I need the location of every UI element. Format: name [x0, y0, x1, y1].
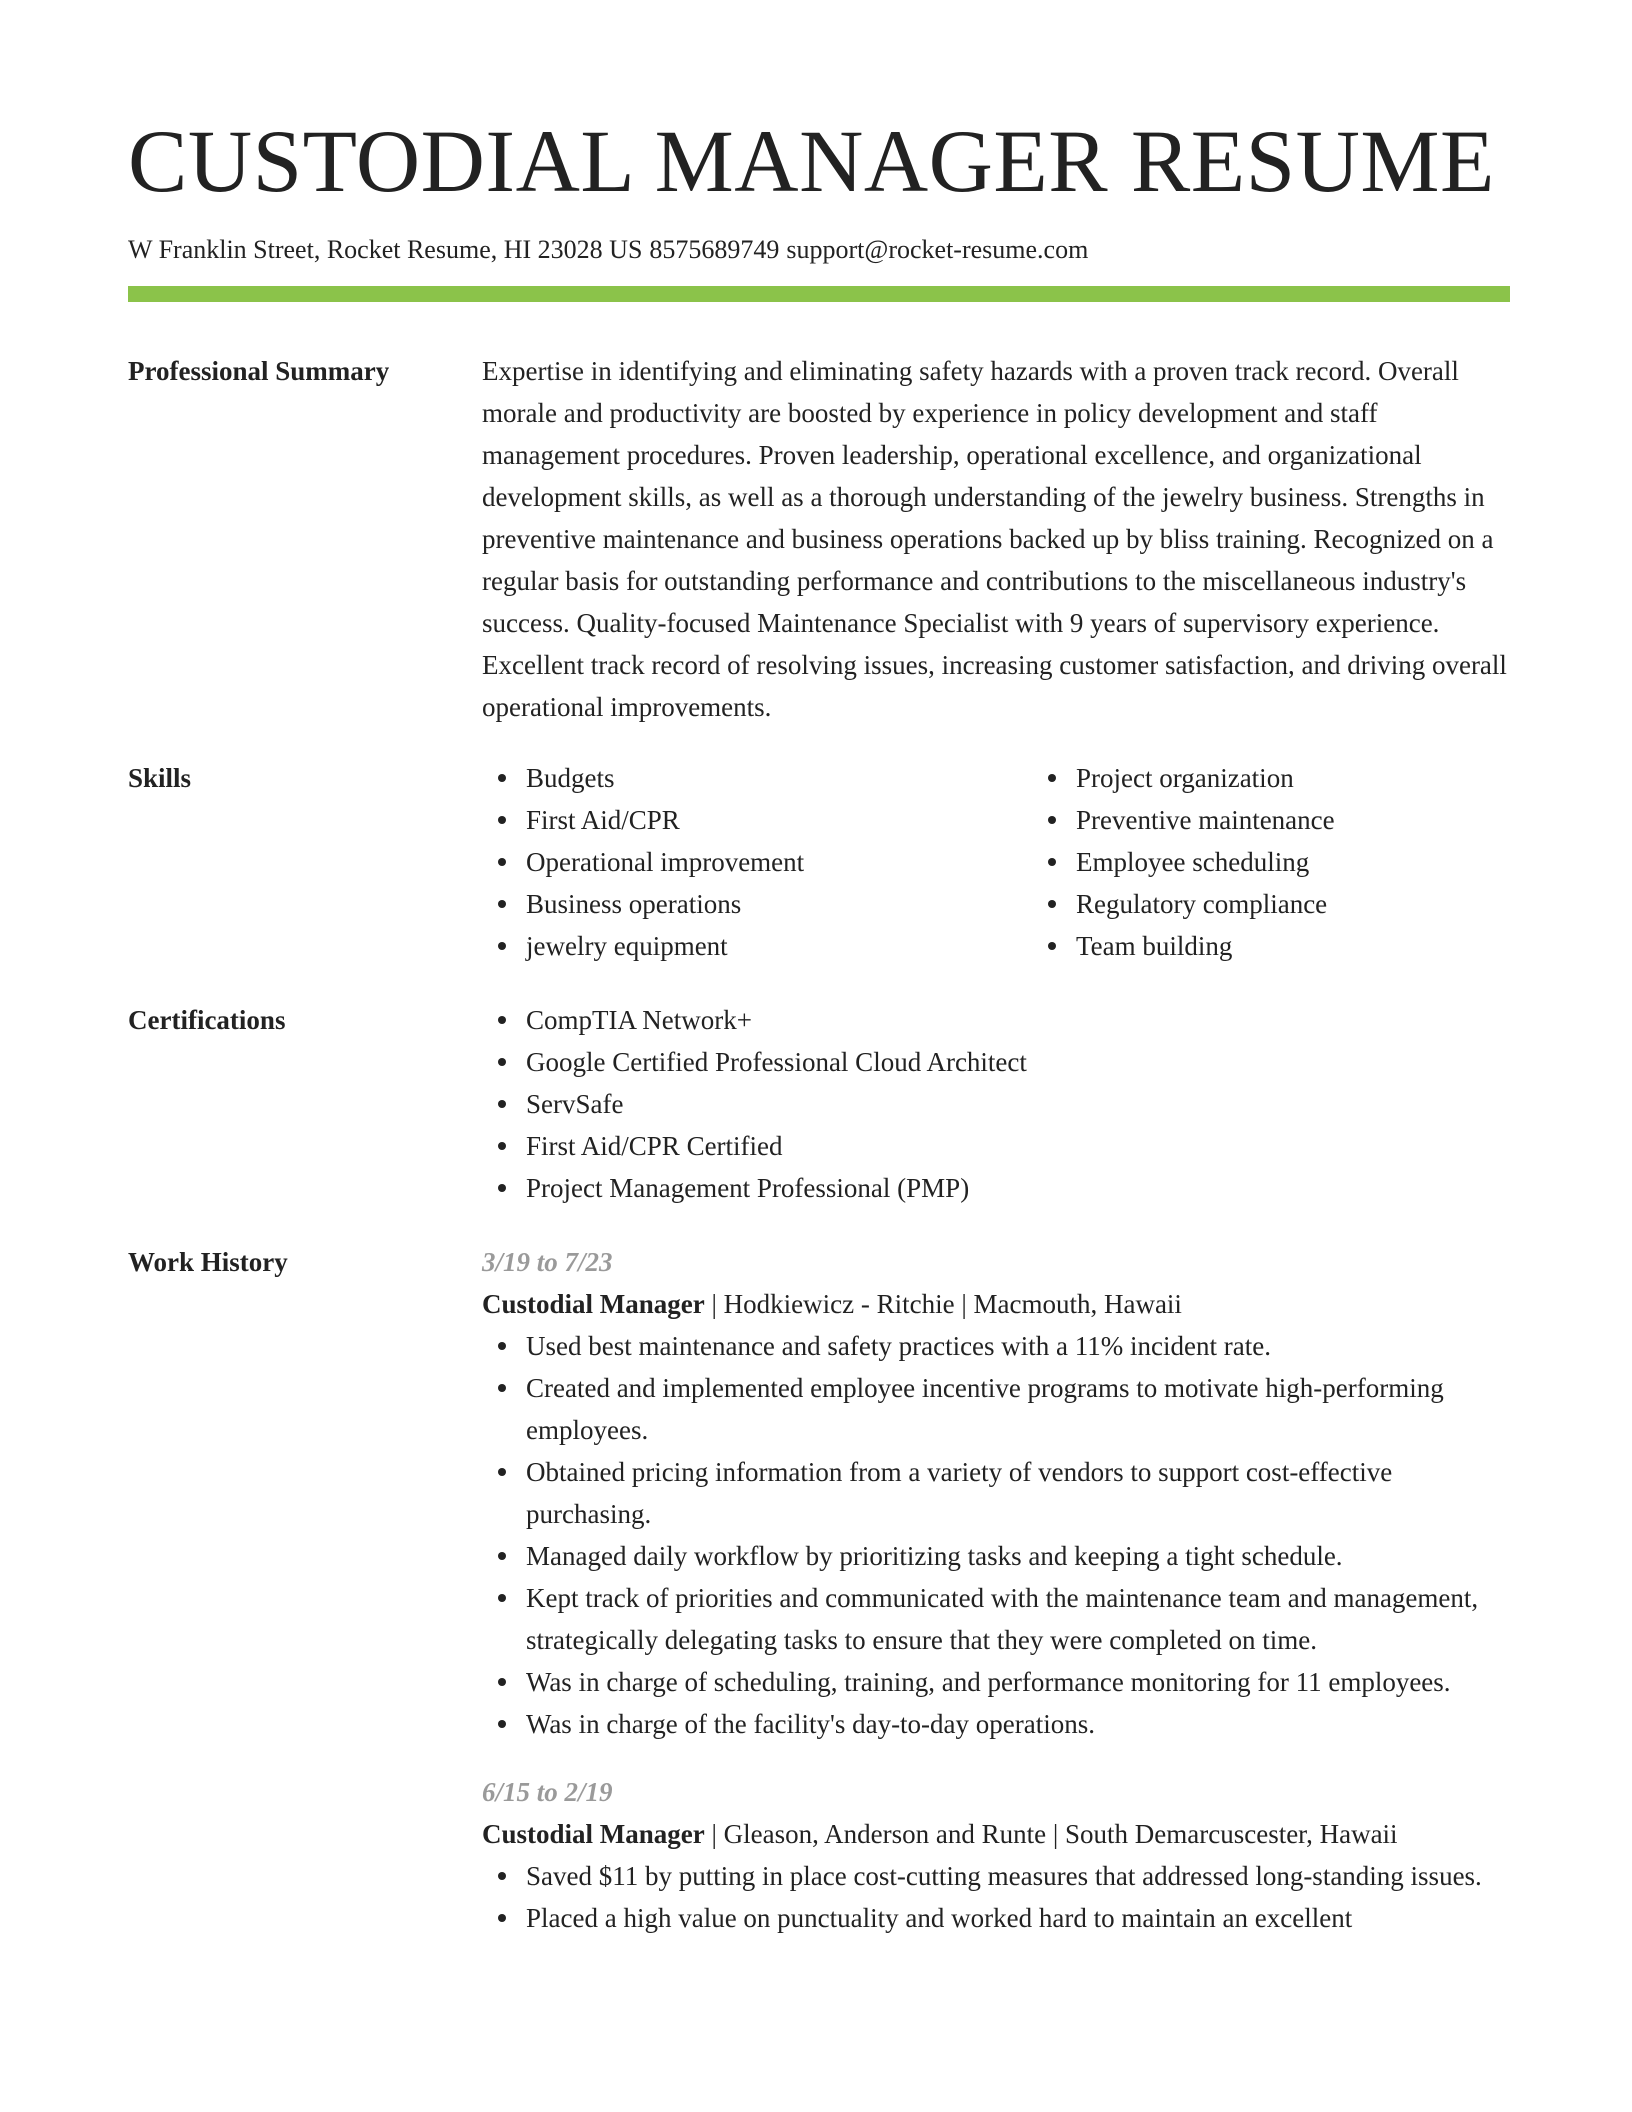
job-entry	[482, 1771, 1512, 1939]
job-entry	[482, 1241, 1512, 1745]
certifications-list	[482, 999, 1512, 1209]
skill-item: Regulatory compliance	[1076, 883, 1538, 925]
job-title: Custodial Manager	[482, 1289, 705, 1319]
summary-heading: Professional Summary	[128, 356, 390, 386]
job-duty-item: Kept track of priorities and communicated with the maintenance team and management, strategically delegating tasks to ensure that they were completed on time.	[526, 1577, 1512, 1661]
skill-item: Project organization	[1076, 757, 1538, 799]
job-duty-item: Was in charge of the facility's day-to-day operations.	[526, 1703, 1512, 1745]
job-duty-item: Saved $11 by putting in place cost-cutting measures that addressed long-standing issues.	[526, 1855, 1512, 1897]
job-duty-item: Created and implemented employee incentive programs to motivate high-performing employees.	[526, 1367, 1512, 1451]
skill-item: Business operations	[526, 883, 988, 925]
work-history-heading: Work History	[128, 1247, 288, 1277]
skills-column-1	[482, 757, 988, 967]
contact-phone: 8575689749	[649, 235, 780, 264]
skill-item: Operational improvement	[526, 841, 988, 883]
contact-email: support@rocket-resume.com	[786, 235, 1089, 264]
certification-item: CompTIA Network+	[526, 999, 1512, 1041]
certification-item: ServSafe	[526, 1083, 1512, 1125]
job-employer-location: | Gleason, Anderson and Runte | South Demarcuscester, Hawaii	[704, 1819, 1398, 1849]
contact-line	[128, 232, 1088, 268]
job-duty-item: Managed daily workflow by prioritizing tasks and keeping a tight schedule.	[526, 1535, 1512, 1577]
skill-item: Team building	[1076, 925, 1538, 967]
summary-body	[482, 350, 1512, 728]
job-duty-item: Placed a high value on punctuality and worked hard to maintain an excellent	[526, 1897, 1512, 1939]
certification-item: Google Certified Professional Cloud Architect	[526, 1041, 1512, 1083]
header-accent-bar	[128, 286, 1510, 302]
job-heading	[482, 1813, 1512, 1855]
job-duties-list	[482, 1855, 1512, 1939]
skills-body	[482, 757, 1512, 967]
skills-column-2	[1032, 757, 1538, 967]
job-dates: 3/19 to 7/23	[482, 1247, 613, 1277]
resume-title: CUSTODIAL MANAGER RESUME	[128, 113, 1495, 211]
job-title: Custodial Manager	[482, 1819, 705, 1849]
job-duty-item: Used best maintenance and safety practices with a 11% incident rate.	[526, 1325, 1512, 1367]
skill-item: jewelry equipment	[526, 925, 988, 967]
job-heading	[482, 1283, 1512, 1325]
certifications-heading: Certifications	[128, 1005, 286, 1035]
job-duty-item: Was in charge of scheduling, training, and performance monitoring for 11 employees.	[526, 1661, 1512, 1703]
certification-item: Project Management Professional (PMP)	[526, 1167, 1512, 1209]
job-duties-list	[482, 1325, 1512, 1745]
contact-address: W Franklin Street, Rocket Resume, HI 23028 US	[128, 235, 643, 264]
skill-item: First Aid/CPR	[526, 799, 988, 841]
skill-item: Employee scheduling	[1076, 841, 1538, 883]
job-dates: 6/15 to 2/19	[482, 1777, 613, 1807]
job-duty-item: Obtained pricing information from a variety of vendors to support cost-effective purchasing.	[526, 1451, 1512, 1535]
summary-text: Expertise in identifying and eliminating safety hazards with a proven track record. Overall morale and productivity are boosted by experience in policy development and staff management procedures. Proven leadership, operational excellence, and organizational development skills, as well as a thorough understanding of the jewelry business. Strengths in preventive maintenance and business operations backed up by bliss training. Recognized on a regular basis for outstanding performance and contributions to the miscellaneous industry's success. Quality-focused Maintenance Specialist with 9 years of supervisory experience. Excellent track record of resolving issues, increasing customer satisfaction, and driving overall operational improvements.	[482, 356, 1507, 722]
certifications-body	[482, 999, 1512, 1209]
skill-item: Budgets	[526, 757, 988, 799]
work-history-body	[482, 1241, 1512, 1939]
job-employer-location: | Hodkiewicz - Ritchie | Macmouth, Hawaii	[704, 1289, 1182, 1319]
skill-item: Preventive maintenance	[1076, 799, 1538, 841]
skills-heading: Skills	[128, 763, 192, 793]
certification-item: First Aid/CPR Certified	[526, 1125, 1512, 1167]
